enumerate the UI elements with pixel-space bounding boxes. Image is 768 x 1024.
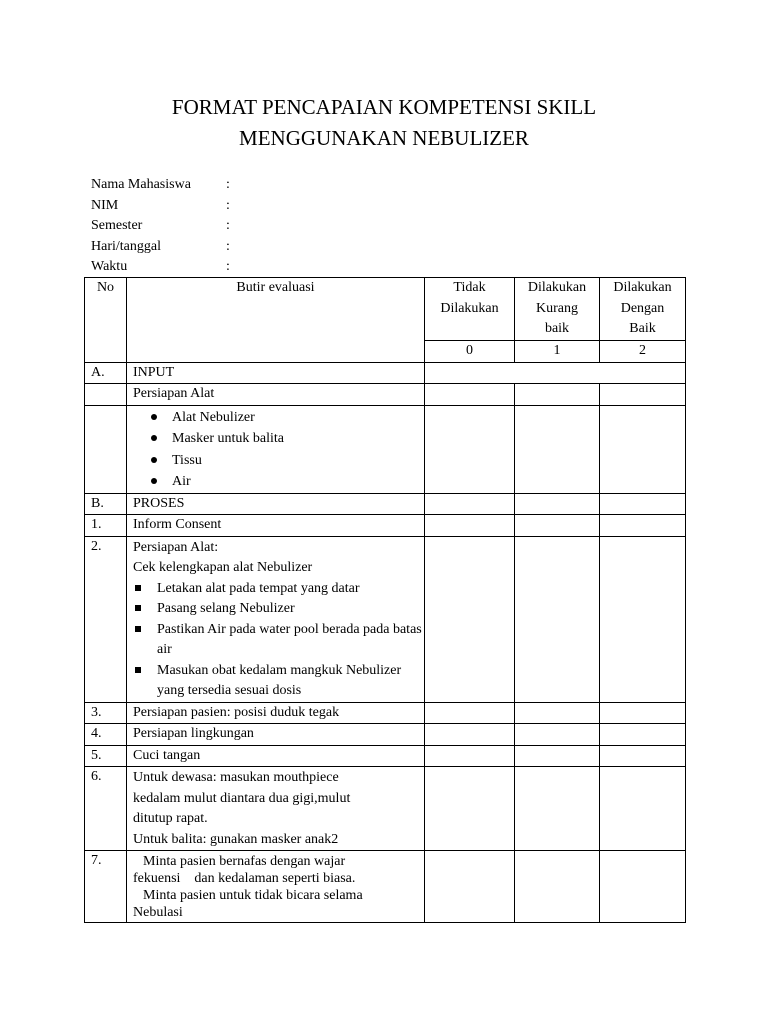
score-cell[interactable] (425, 702, 515, 724)
score-cell[interactable] (425, 384, 515, 406)
row-no: 4. (85, 724, 127, 746)
row-subtitle: Cek kelengkapan alat Nebulizer (133, 560, 313, 575)
info-colon: : (226, 197, 230, 213)
row-no: 5. (85, 745, 127, 767)
score-2: 2 (600, 341, 686, 363)
row-text (127, 767, 425, 851)
header-line: Dilakukan (440, 300, 499, 316)
row-text: Persiapan Alat (127, 384, 425, 406)
header-line: Baik (629, 321, 656, 336)
score-cell[interactable] (515, 493, 600, 515)
row-text: Inform Consent (127, 515, 425, 537)
row-no: 6. (85, 767, 127, 851)
row-no: 2. (85, 536, 127, 702)
page-title (0, 92, 768, 154)
score-cell[interactable] (600, 515, 686, 537)
section-row-input (85, 362, 686, 384)
table-row-alat-list (85, 405, 686, 493)
header-dilakukan-dengan-baik (600, 278, 686, 341)
table-row-4 (85, 724, 686, 746)
info-label: Waktu (91, 259, 128, 275)
score-cell[interactable] (425, 493, 515, 515)
row-line: fekuensi dan kedalaman seperti biasa. (133, 871, 356, 886)
row-no: A. (85, 362, 127, 384)
row-no (85, 384, 127, 406)
list-item: Masukan obat kedalam mangkuk Nebulizer yang tersedia sesuai dosis (127, 661, 424, 702)
score-cell[interactable] (600, 851, 686, 923)
list-item: Letakan alat pada tempat yang datar (127, 579, 424, 600)
header-tidak-dilakukan (425, 278, 515, 341)
row-text (127, 405, 425, 493)
header-line: baik (544, 321, 570, 336)
row-line: ditutup rapat. (133, 811, 208, 826)
header-line: Dilakukan (613, 280, 672, 295)
row-text: Persiapan lingkungan (127, 724, 425, 746)
info-label: Hari/tanggal (91, 238, 161, 254)
info-colon: : (226, 177, 230, 192)
alat-list (127, 407, 424, 493)
score-cell[interactable] (515, 702, 600, 724)
info-colon: : (226, 218, 230, 234)
row-line: Minta pasien untuk tidak bicara selama (143, 888, 363, 903)
score-cell[interactable] (425, 536, 515, 702)
info-label: Semester (91, 218, 143, 234)
step-list (127, 579, 424, 702)
list-item: Pasang selang Nebulizer (127, 599, 424, 620)
row-text (127, 536, 425, 702)
score-cell[interactable] (600, 702, 686, 724)
list-item: Masker untuk balita (127, 428, 424, 450)
score-cell[interactable] (515, 851, 600, 923)
score-cell[interactable] (425, 767, 515, 851)
score-1: 1 (515, 341, 600, 363)
evaluation-table (84, 277, 686, 923)
header-line: Dilakukan (527, 280, 587, 295)
info-label: NIM (91, 197, 119, 213)
header-no: No (85, 278, 127, 363)
table-row-1 (85, 515, 686, 537)
table-row-3 (85, 702, 686, 724)
score-cell[interactable] (515, 384, 600, 406)
row-line: Nebulasi (133, 905, 183, 920)
score-cell[interactable] (515, 724, 600, 746)
score-cell[interactable] (425, 724, 515, 746)
score-cell[interactable] (515, 515, 600, 537)
table-row-5 (85, 745, 686, 767)
list-item: Alat Nebulizer (127, 407, 424, 429)
section-label: PROSES (127, 493, 425, 515)
table-header-row (85, 278, 686, 341)
score-cell[interactable] (600, 767, 686, 851)
score-cell[interactable] (425, 745, 515, 767)
row-line: Untuk dewasa: masukan mouthpiece (133, 770, 339, 785)
score-cell[interactable] (600, 384, 686, 406)
info-label: Nama Mahasiswa (91, 177, 191, 192)
header-line: Kurang (536, 300, 578, 316)
table-row-7 (85, 851, 686, 923)
header-dilakukan-kurang-baik (515, 278, 600, 341)
score-cell[interactable] (600, 536, 686, 702)
score-cell[interactable] (515, 767, 600, 851)
score-cells-merged (425, 362, 686, 384)
table-row-2 (85, 536, 686, 702)
list-item: Pastikan Air pada water pool berada pada batas air (127, 620, 424, 661)
score-cell[interactable] (515, 745, 600, 767)
row-text: Persiapan pasien: posisi duduk tegak (127, 702, 425, 724)
score-cell[interactable] (600, 745, 686, 767)
score-cell[interactable] (425, 851, 515, 923)
row-text (127, 851, 425, 923)
row-no: 1. (85, 515, 127, 537)
score-cell[interactable] (515, 536, 600, 702)
header-line: Tidak (453, 280, 486, 295)
row-line: Untuk balita: gunakan masker anak2 (133, 831, 339, 847)
info-colon: : (226, 259, 230, 275)
title-line-2: MENGGUNAKAN NEBULIZER (239, 126, 529, 150)
row-title: Persiapan Alat: (133, 539, 219, 555)
row-text: Cuci tangan (127, 745, 425, 767)
table-row-persiapan-alat (85, 384, 686, 406)
row-line: Minta pasien bernafas dengan wajar (143, 854, 346, 869)
score-cell[interactable] (600, 493, 686, 515)
score-cell[interactable] (425, 405, 515, 493)
row-no: B. (85, 493, 127, 515)
score-0: 0 (425, 341, 515, 363)
score-cell[interactable] (600, 405, 686, 493)
row-line: kedalam mulut diantara dua gigi,mulut (133, 790, 351, 806)
list-item: Tissu (127, 450, 424, 472)
row-no (85, 405, 127, 493)
info-colon: : (226, 238, 230, 254)
list-item: Air (127, 471, 424, 493)
header-butir-evaluasi: Butir evaluasi (127, 278, 425, 363)
section-label: INPUT (127, 362, 425, 384)
row-no: 7. (85, 851, 127, 923)
row-no: 3. (85, 702, 127, 724)
score-cell[interactable] (600, 724, 686, 746)
table-row-6 (85, 767, 686, 851)
section-row-proses (85, 493, 686, 515)
header-line: Dengan (620, 300, 665, 316)
title-line-1: FORMAT PENCAPAIAN KOMPETENSI SKILL (171, 95, 597, 119)
score-cell[interactable] (515, 405, 600, 493)
score-cell[interactable] (425, 515, 515, 537)
